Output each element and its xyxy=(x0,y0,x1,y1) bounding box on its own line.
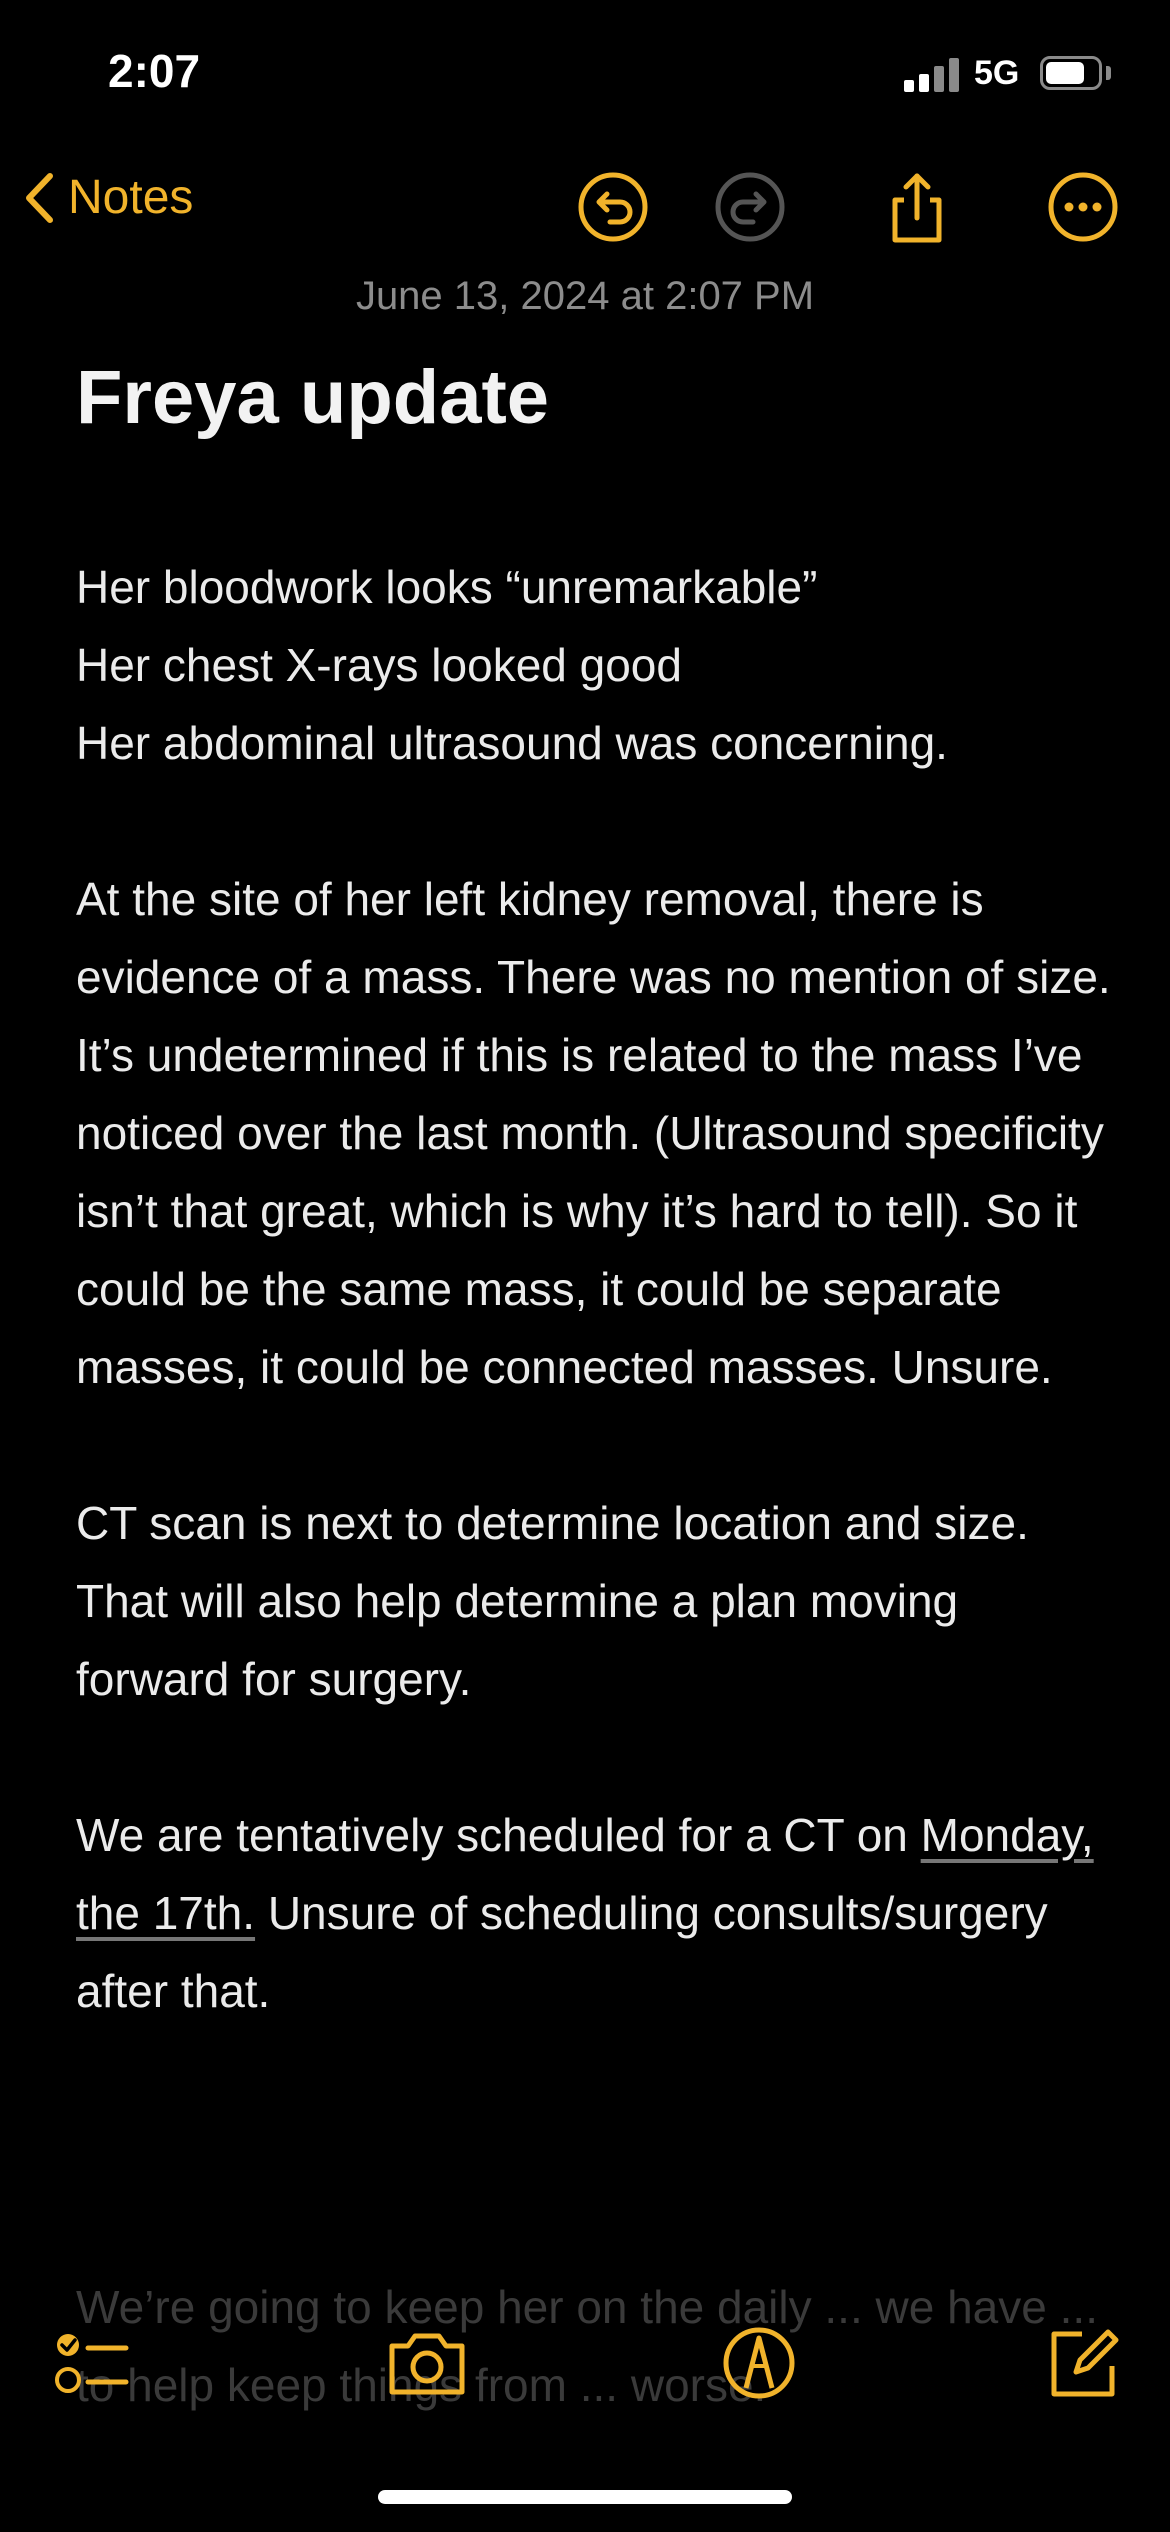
compose-icon[interactable] xyxy=(1042,2322,1124,2404)
note-paragraph xyxy=(76,1796,1116,2030)
note-line: Her bloodwork looks “unremarkable” xyxy=(76,561,818,613)
note-paragraph: CT scan is next to determine location and size. That will also help determine a plan moving forward for surgery. xyxy=(76,1497,1029,1705)
note-faded-text: We’re going to keep her on the daily ... we have ... to help keep things from ... worse. xyxy=(76,2281,1098,2411)
share-icon[interactable] xyxy=(880,170,954,244)
battery-icon xyxy=(1040,56,1102,90)
battery-tip xyxy=(1106,66,1111,80)
note-paragraph: At the site of her left kidney removal, there is evidence of a mass. There was no mention of size. It’s undetermined if this is related to the mass I’ve noticed over the last month. (Ultrasound specificity isn’t that great, which is why it’s hard to tell). So it could be the same mass, it could be separate masses, it could be connected masses. Unsure. xyxy=(76,873,1111,1393)
note-line: Her abdominal ultrasound was concerning. xyxy=(76,717,948,769)
note-text: We are tentatively scheduled for a CT on xyxy=(76,1809,921,1861)
note-line: Her chest X-rays looked good xyxy=(76,639,682,691)
date-link[interactable]: Monday, the 17th. xyxy=(76,1809,1094,1939)
status-time: 2:07 xyxy=(108,45,201,97)
chevron-left-icon xyxy=(24,172,54,224)
note-title[interactable]: Freya update xyxy=(76,355,550,440)
back-label: Notes xyxy=(68,171,194,224)
signal-icon xyxy=(904,58,960,92)
home-indicator[interactable] xyxy=(378,2490,792,2504)
markup-icon[interactable] xyxy=(718,2322,800,2404)
note-date: June 13, 2024 at 2:07 PM xyxy=(355,274,815,318)
back-button[interactable] xyxy=(24,170,193,225)
note-text: Unsure of scheduling consults/surgery after that. xyxy=(76,1887,1048,2017)
note-body[interactable] xyxy=(76,548,1116,2030)
network-label: 5G xyxy=(974,54,1020,92)
redo-icon[interactable] xyxy=(713,170,787,244)
undo-icon[interactable] xyxy=(576,170,650,244)
more-icon[interactable] xyxy=(1046,170,1120,244)
checklist-icon[interactable] xyxy=(50,2322,132,2404)
camera-icon[interactable] xyxy=(386,2322,468,2404)
